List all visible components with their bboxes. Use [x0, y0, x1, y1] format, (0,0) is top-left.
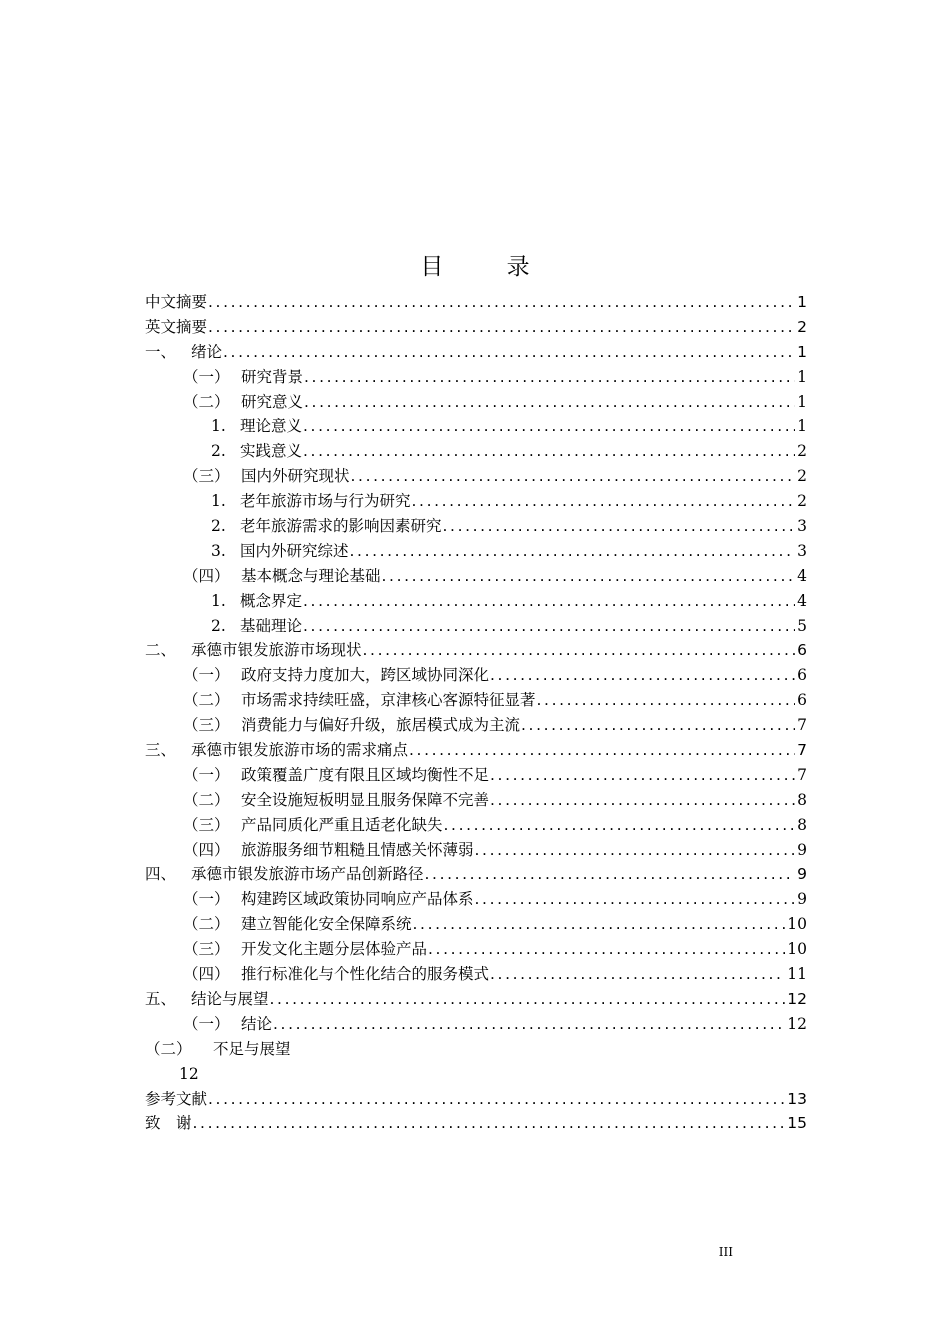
- toc-entry-number: （四）: [183, 566, 230, 585]
- toc-entry[interactable]: [145, 838, 807, 863]
- toc-entry-number: 2.: [211, 442, 226, 461]
- toc-dot-leader: [443, 514, 796, 539]
- toc-entry-label: 理论意义: [240, 417, 303, 436]
- toc-dot-leader: [303, 414, 795, 439]
- toc-entry[interactable]: [145, 788, 807, 813]
- toc-entry-label: 不足与展望: [213, 1039, 291, 1058]
- toc-entry[interactable]: [145, 713, 807, 738]
- toc-entry[interactable]: [145, 589, 807, 614]
- toc-entry[interactable]: [145, 539, 807, 564]
- toc-entry-label: 承德市银发旅游市场产品创新路径: [191, 865, 424, 884]
- toc-entry-number: （三）: [183, 815, 230, 834]
- toc-entry-number: 2.: [211, 616, 226, 635]
- toc-entry-page-number: 10: [787, 940, 807, 959]
- toc-entry-label: 英文摘要: [145, 317, 208, 336]
- toc-entry-page-number: 1: [797, 342, 807, 361]
- toc-entry[interactable]: [145, 439, 807, 464]
- toc-entry-number: （二）: [183, 691, 230, 710]
- toc-entry-number: （二）: [183, 915, 230, 934]
- toc-entry[interactable]: [145, 763, 807, 788]
- toc-entry-page-number: 4: [797, 566, 807, 585]
- toc-entry-label: 旅游服务细节粗糙且情感关怀薄弱: [241, 840, 474, 859]
- toc-entry[interactable]: [145, 1111, 807, 1136]
- toc-entry[interactable]: [145, 464, 807, 489]
- toc-entry-number: 1.: [211, 492, 226, 511]
- toc-entry[interactable]: [145, 414, 807, 439]
- toc-dot-leader: [444, 813, 796, 838]
- toc-entry-number: （二）: [145, 1039, 192, 1058]
- toc-entry-label: 国内外研究综述: [240, 541, 349, 560]
- toc-entry-label: 推行标准化与个性化结合的服务模式: [241, 965, 490, 984]
- toc-entry[interactable]: [145, 987, 807, 1012]
- toc-entry-number: 四、: [145, 865, 177, 884]
- toc-entry-label: 研究意义: [241, 392, 304, 411]
- toc-entry-label: 中文摘要: [145, 293, 208, 311]
- toc-entry-page-number: 8: [797, 815, 807, 834]
- toc-dot-leader: [413, 912, 786, 937]
- toc-entry-page-number: 8: [797, 790, 807, 809]
- toc-entry[interactable]: [145, 290, 807, 315]
- toc-entry-label: 结论与展望: [191, 989, 269, 1008]
- toc-entry-number: 二、: [145, 641, 177, 660]
- toc-dot-leader: [350, 539, 796, 564]
- toc-entry-page-number: 6: [797, 641, 807, 660]
- toc-entry[interactable]: [145, 937, 807, 962]
- toc-entry-label: 基本概念与理论基础: [241, 566, 381, 585]
- toc-entry-number: 三、: [145, 741, 177, 760]
- toc-entry-page-number: 6: [797, 666, 807, 685]
- toc-dot-leader: [208, 290, 795, 315]
- toc-entry[interactable]: [145, 688, 807, 713]
- toc-entry-page-number: 2: [797, 317, 807, 336]
- toc-entry-label: 研究背景: [241, 367, 304, 386]
- toc-dot-leader: [490, 962, 785, 987]
- toc-entry[interactable]: [145, 738, 807, 763]
- toc-entry-page-number: 6: [797, 691, 807, 710]
- toc-dot-leader: [475, 887, 796, 912]
- toc-entry[interactable]: [145, 887, 807, 912]
- toc-dot-leader: [273, 1012, 785, 1037]
- toc-entry-page-number: 9: [797, 840, 807, 859]
- toc-dot-leader: [351, 464, 796, 489]
- toc-entry-page-number: 2: [797, 467, 807, 486]
- toc-entry-label: 老年旅游需求的影响因素研究: [240, 517, 442, 536]
- toc-entry-label: 建立智能化安全保障系统: [241, 915, 412, 934]
- table-of-contents: [145, 290, 807, 1136]
- toc-dot-leader: [382, 564, 796, 589]
- toc-dot-leader: [521, 713, 795, 738]
- toc-entry-page-number: 1: [797, 417, 807, 436]
- toc-entry-page-number: 9: [797, 865, 807, 884]
- toc-entry-label: 概念界定: [240, 591, 303, 610]
- toc-entry-number: （三）: [183, 716, 230, 735]
- toc-entry-page-number: 7: [797, 716, 807, 735]
- toc-entry-number: （二）: [183, 392, 230, 411]
- toc-dot-leader: [304, 365, 795, 390]
- toc-entry-number: （一）: [183, 367, 230, 386]
- toc-entry-label: 政府支持力度加大，跨区域协同深化: [241, 666, 490, 685]
- toc-entry-page-number: 3: [797, 517, 807, 536]
- toc-entry-label: 安全设施短板明显且服务保障不完善: [241, 790, 490, 809]
- toc-title: 目 录: [420, 254, 558, 280]
- toc-entry-number: （一）: [183, 765, 230, 784]
- toc-entry-page-number: 1: [797, 367, 807, 386]
- toc-entry-list-tail: [145, 1087, 807, 1137]
- toc-entry-number: 3.: [211, 541, 226, 560]
- toc-entry-number: 一、: [145, 342, 177, 361]
- toc-entry-label: 承德市银发旅游市场的需求痛点: [191, 741, 409, 760]
- toc-entry[interactable]: [145, 340, 807, 365]
- toc-entry-page-number: 11: [787, 965, 807, 984]
- toc-entry-page-number: 3: [797, 541, 807, 560]
- toc-dot-leader: [412, 489, 796, 514]
- toc-dot-leader: [208, 315, 795, 340]
- toc-entry-page-number: 2: [797, 442, 807, 461]
- toc-entry-page-number: 1: [797, 392, 807, 411]
- toc-entry-number: （四）: [183, 965, 230, 984]
- toc-entry-page-number: 10: [787, 915, 807, 934]
- toc-entry-page-number: 9: [797, 890, 807, 909]
- toc-dot-leader: [475, 838, 796, 863]
- toc-entry-page-number: 2: [797, 492, 807, 511]
- toc-entry-list: [145, 290, 807, 1037]
- toc-entry-page-number: 4: [797, 591, 807, 610]
- toc-entry-label: 承德市银发旅游市场现状: [191, 641, 362, 660]
- toc-entry-label: 老年旅游市场与行为研究: [240, 492, 411, 511]
- toc-entry-label: 致 谢: [145, 1114, 192, 1133]
- toc-dot-leader: [223, 340, 795, 365]
- toc-entry-unaligned: [145, 1037, 807, 1062]
- toc-dot-leader: [537, 688, 796, 713]
- toc-entry[interactable]: [145, 390, 807, 415]
- toc-entry-number: 1.: [211, 417, 226, 436]
- toc-dot-leader: [304, 390, 795, 415]
- toc-entry-number: （一）: [183, 1014, 230, 1033]
- toc-entry-number: 五、: [145, 989, 177, 1008]
- toc-dot-leader: [425, 862, 796, 887]
- toc-entry-page-number: 12: [787, 1014, 807, 1033]
- toc-dot-leader: [270, 987, 786, 1012]
- toc-entry-page-number: 1: [797, 293, 807, 311]
- toc-entry[interactable]: [145, 315, 807, 340]
- toc-entry-page-number: 5: [797, 616, 807, 635]
- toc-entry-label: 基础理论: [240, 616, 303, 635]
- toc-entry-label: 参考文献: [145, 1089, 208, 1108]
- toc-dot-leader: [363, 638, 796, 663]
- toc-entry[interactable]: [145, 638, 807, 663]
- toc-dot-leader: [208, 1087, 785, 1112]
- toc-entry[interactable]: [145, 912, 807, 937]
- toc-entry[interactable]: [145, 663, 807, 688]
- toc-entry-label: 构建跨区域政策协同响应产品体系: [241, 890, 474, 909]
- toc-entry-label: 产品同质化严重且适老化缺失: [241, 815, 443, 834]
- toc-entry[interactable]: [145, 614, 807, 639]
- toc-entry-label: 开发文化主题分层体验产品: [241, 940, 428, 959]
- toc-entry[interactable]: [145, 489, 807, 514]
- toc-entry-label: 绪论: [191, 342, 223, 361]
- toc-entry-number: 2.: [211, 517, 226, 536]
- toc-dot-leader: [303, 614, 795, 639]
- toc-entry-label: 政策覆盖广度有限且区域均衡性不足: [241, 765, 490, 784]
- toc-entry-number: （三）: [183, 940, 230, 959]
- toc-entry-page-number: 7: [797, 765, 807, 784]
- toc-entry-label: 实践意义: [240, 442, 303, 461]
- toc-entry-page-number: 7: [797, 741, 807, 760]
- toc-dot-leader: [428, 937, 785, 962]
- toc-entry-page-number: 12: [179, 1064, 199, 1083]
- toc-entry[interactable]: [145, 1087, 807, 1112]
- toc-dot-leader: [490, 788, 795, 813]
- toc-entry-label: 消费能力与偏好升级，旅居模式成为主流: [241, 716, 521, 735]
- toc-entry-page-number: 13: [787, 1089, 807, 1108]
- toc-dot-leader: [303, 589, 795, 614]
- page-footer-number: III: [718, 1245, 733, 1259]
- toc-dot-leader: [490, 763, 795, 788]
- toc-entry[interactable]: [145, 564, 807, 589]
- toc-dot-leader: [303, 439, 795, 464]
- toc-entry-number: 1.: [211, 591, 226, 610]
- toc-entry[interactable]: [145, 365, 807, 390]
- toc-entry[interactable]: [145, 862, 807, 887]
- toc-entry-number: （一）: [183, 666, 230, 685]
- toc-entry[interactable]: [145, 813, 807, 838]
- toc-entry-page-number: 12: [787, 989, 807, 1008]
- toc-dot-leader: [193, 1111, 786, 1136]
- toc-entry[interactable]: [145, 514, 807, 539]
- toc-dot-leader: [409, 738, 795, 763]
- toc-entry[interactable]: [145, 962, 807, 987]
- toc-entry-page-number: 15: [787, 1114, 807, 1133]
- toc-entry[interactable]: [145, 1012, 807, 1037]
- toc-dot-leader: [490, 663, 795, 688]
- toc-entry-label: 市场需求持续旺盛，京津核心客源特征显著: [241, 691, 536, 710]
- toc-entry-label: 结论: [241, 1014, 273, 1033]
- toc-entry-number: （三）: [183, 467, 230, 486]
- toc-entry-number: （四）: [183, 840, 230, 859]
- toc-entry-label: 国内外研究现状: [241, 467, 350, 486]
- toc-entry-number: （一）: [183, 890, 230, 909]
- toc-entry-number: （二）: [183, 790, 230, 809]
